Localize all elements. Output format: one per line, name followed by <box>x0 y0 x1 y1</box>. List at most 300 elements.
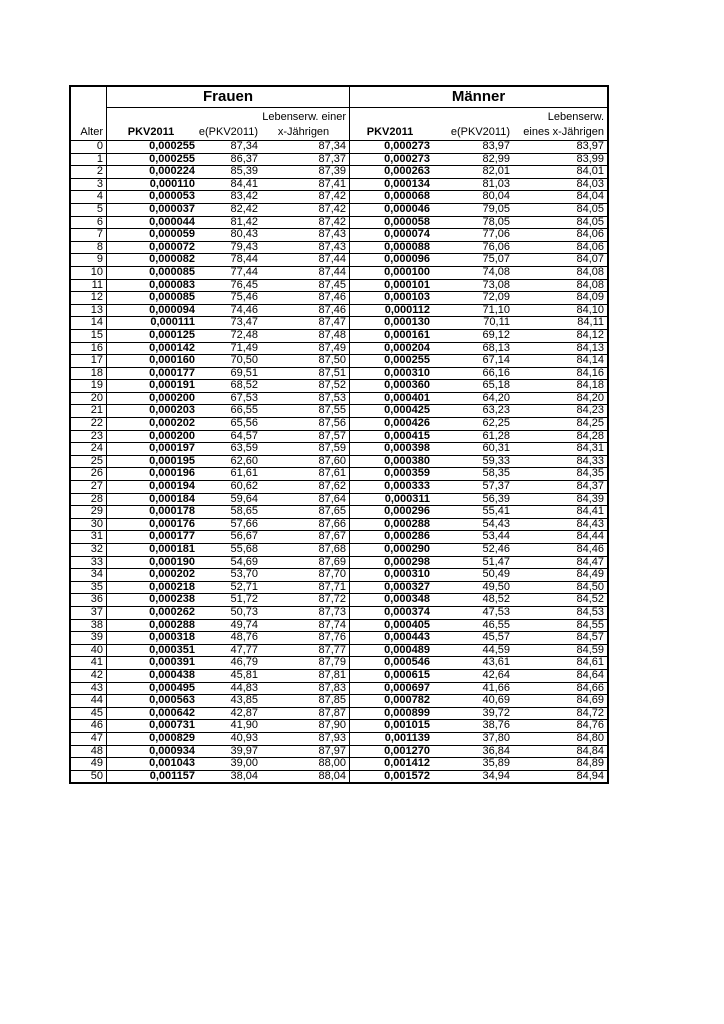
epkv-frauen-cell: 77,44 <box>198 266 261 279</box>
table-row <box>71 317 607 330</box>
alter-cell: 23 <box>71 430 107 443</box>
epkv-maenner-cell: 60,31 <box>433 443 513 456</box>
table-row <box>71 229 607 242</box>
epkv-frauen-cell: 84,41 <box>198 178 261 191</box>
alter-cell: 48 <box>71 745 107 758</box>
pkv-frauen-cell: 0,000083 <box>107 279 199 292</box>
epkv-frauen-cell: 46,79 <box>198 657 261 670</box>
column-header-row-1 <box>71 108 607 126</box>
pkv-maenner-cell: 0,000290 <box>350 544 434 557</box>
table-row <box>71 644 607 657</box>
lebenserw-frauen-cell: 87,97 <box>261 745 350 758</box>
table-row <box>71 745 607 758</box>
pkv-frauen-cell: 0,000238 <box>107 594 199 607</box>
lebenserw-maenner-cell: 84,28 <box>513 430 607 443</box>
table-row <box>71 279 607 292</box>
pkv-frauen-cell: 0,000190 <box>107 556 199 569</box>
epkv-maenner-cell: 83,97 <box>433 141 513 154</box>
pkv-maenner-cell: 0,001015 <box>350 720 434 733</box>
lebenserw-frauen-cell: 88,04 <box>261 770 350 782</box>
pkv-frauen-cell: 0,000037 <box>107 203 199 216</box>
corner-cell <box>71 87 107 108</box>
alter-cell: 14 <box>71 317 107 330</box>
lebenserw-maenner-cell: 84,03 <box>513 178 607 191</box>
alter-cell: 37 <box>71 606 107 619</box>
epkv-maenner-cell: 69,12 <box>433 329 513 342</box>
pkv-maenner-cell: 0,000310 <box>350 367 434 380</box>
pkv-maenner-cell: 0,000398 <box>350 443 434 456</box>
epkv-maenner-cell: 46,55 <box>433 619 513 632</box>
epkv-frauen-cell: 83,42 <box>198 191 261 204</box>
table-row <box>71 241 607 254</box>
alter-cell: 24 <box>71 443 107 456</box>
table-row <box>71 254 607 267</box>
pkv-frauen-cell: 0,000318 <box>107 632 199 645</box>
pkv-frauen-cell: 0,000288 <box>107 619 199 632</box>
epkv-frauen-cell: 80,43 <box>198 229 261 242</box>
alter-cell: 1 <box>71 153 107 166</box>
lebenserw-maenner-cell: 84,47 <box>513 556 607 569</box>
table-row <box>71 720 607 733</box>
epkv-frauen-cell: 50,73 <box>198 606 261 619</box>
pkv-frauen-cell: 0,000563 <box>107 695 199 708</box>
pkv-maenner-cell: 0,000401 <box>350 392 434 405</box>
epkv-maenner-cell: 66,16 <box>433 367 513 380</box>
pkv-maenner-cell: 0,000074 <box>350 229 434 242</box>
epkv-frauen-cell: 76,45 <box>198 279 261 292</box>
pkv-maenner-cell: 0,000058 <box>350 216 434 229</box>
alter-cell: 17 <box>71 355 107 368</box>
pkv-maenner-cell: 0,000273 <box>350 141 434 154</box>
pkv-maenner-cell: 0,001412 <box>350 758 434 771</box>
pkv-maenner-cell: 0,001270 <box>350 745 434 758</box>
epkv-maenner-cell: 57,37 <box>433 481 513 494</box>
epkv-frauen-cell: 66,55 <box>198 405 261 418</box>
header-alter: Alter <box>71 125 107 141</box>
epkv-maenner-cell: 82,01 <box>433 166 513 179</box>
pkv-frauen-cell: 0,000094 <box>107 304 199 317</box>
alter-cell: 50 <box>71 770 107 782</box>
epkv-frauen-cell: 43,85 <box>198 695 261 708</box>
epkv-frauen-cell: 72,48 <box>198 329 261 342</box>
pkv-frauen-cell: 0,000085 <box>107 266 199 279</box>
lebenserw-frauen-cell: 87,42 <box>261 216 350 229</box>
alter-cell: 40 <box>71 644 107 657</box>
table-row <box>71 292 607 305</box>
pkv-frauen-cell: 0,000934 <box>107 745 199 758</box>
pkv-maenner-cell: 0,000348 <box>350 594 434 607</box>
header-pkv-frauen: PKV2011 <box>127 126 175 138</box>
epkv-maenner-cell: 38,76 <box>433 720 513 733</box>
alter-cell: 43 <box>71 682 107 695</box>
epkv-frauen-cell: 60,62 <box>198 481 261 494</box>
lebenserw-maenner-cell: 84,35 <box>513 468 607 481</box>
lebenserw-maenner-cell: 84,18 <box>513 380 607 393</box>
table-row <box>71 581 607 594</box>
epkv-maenner-cell: 63,23 <box>433 405 513 418</box>
epkv-frauen-cell: 41,90 <box>198 720 261 733</box>
epkv-maenner-cell: 74,08 <box>433 266 513 279</box>
lebenserw-maenner-cell: 84,57 <box>513 632 607 645</box>
epkv-maenner-cell: 47,53 <box>433 606 513 619</box>
epkv-frauen-cell: 55,68 <box>198 544 261 557</box>
epkv-frauen-cell: 62,60 <box>198 455 261 468</box>
epkv-maenner-cell: 79,05 <box>433 203 513 216</box>
table-row <box>71 481 607 494</box>
pkv-maenner-cell: 0,000161 <box>350 329 434 342</box>
lebenserw-frauen-cell: 87,41 <box>261 178 350 191</box>
lebenserw-frauen-cell: 88,00 <box>261 758 350 771</box>
lebenserw-maenner-cell: 84,46 <box>513 544 607 557</box>
pkv2011-table <box>71 87 607 782</box>
pkv-frauen-cell: 0,000160 <box>107 355 199 368</box>
epkv-maenner-cell: 64,20 <box>433 392 513 405</box>
lebenserw-frauen-cell: 87,64 <box>261 493 350 506</box>
lebenserw-frauen-cell: 87,43 <box>261 241 350 254</box>
epkv-maenner-cell: 81,03 <box>433 178 513 191</box>
epkv-frauen-cell: 45,81 <box>198 669 261 682</box>
lebenserw-frauen-cell: 87,53 <box>261 392 350 405</box>
lebenserw-maenner-cell: 84,52 <box>513 594 607 607</box>
pkv-frauen-cell: 0,000642 <box>107 707 199 720</box>
table-row <box>71 266 607 279</box>
lebenserw-maenner-cell: 84,39 <box>513 493 607 506</box>
pkv-maenner-cell: 0,000310 <box>350 569 434 582</box>
epkv-frauen-cell: 40,93 <box>198 732 261 745</box>
header-f-lebenserw-line2: x-Jährigen <box>261 125 350 141</box>
alter-cell: 19 <box>71 380 107 393</box>
table-row <box>71 191 607 204</box>
alter-cell: 31 <box>71 531 107 544</box>
table-row <box>71 556 607 569</box>
alter-cell: 9 <box>71 254 107 267</box>
table-row <box>71 657 607 670</box>
epkv-maenner-cell: 39,72 <box>433 707 513 720</box>
epkv-frauen-cell: 52,71 <box>198 581 261 594</box>
pkv-maenner-cell: 0,000311 <box>350 493 434 506</box>
epkv-frauen-cell: 73,47 <box>198 317 261 330</box>
header-epkv-frauen: e(PKV2011) <box>198 126 258 138</box>
epkv-frauen-cell: 87,34 <box>198 141 261 154</box>
lebenserw-frauen-cell: 87,79 <box>261 657 350 670</box>
lebenserw-frauen-cell: 87,39 <box>261 166 350 179</box>
epkv-maenner-cell: 35,89 <box>433 758 513 771</box>
epkv-frauen-cell: 86,37 <box>198 153 261 166</box>
lebenserw-maenner-cell: 84,14 <box>513 355 607 368</box>
pkv-maenner-cell: 0,000360 <box>350 380 434 393</box>
table-row <box>71 141 607 154</box>
header-f-lebenserw-line1: Lebenserw. einer <box>261 108 350 126</box>
pkv-maenner-cell: 0,000546 <box>350 657 434 670</box>
lebenserw-frauen-cell: 87,83 <box>261 682 350 695</box>
alter-cell: 35 <box>71 581 107 594</box>
epkv-maenner-cell: 65,18 <box>433 380 513 393</box>
pkv-frauen-cell: 0,000177 <box>107 531 199 544</box>
epkv-frauen-cell: 47,77 <box>198 644 261 657</box>
table-row <box>71 203 607 216</box>
lebenserw-frauen-cell: 87,76 <box>261 632 350 645</box>
table-row <box>71 329 607 342</box>
epkv-maenner-cell: 50,49 <box>433 569 513 582</box>
table-row <box>71 367 607 380</box>
alter-cell: 7 <box>71 229 107 242</box>
epkv-frauen-cell: 51,72 <box>198 594 261 607</box>
epkv-maenner-cell: 54,43 <box>433 518 513 531</box>
pkv-maenner-cell: 0,000100 <box>350 266 434 279</box>
lebenserw-maenner-cell: 84,37 <box>513 481 607 494</box>
lebenserw-frauen-cell: 87,46 <box>261 304 350 317</box>
pkv-frauen-cell: 0,000391 <box>107 657 199 670</box>
epkv-maenner-cell: 55,41 <box>433 506 513 519</box>
epkv-maenner-cell: 77,06 <box>433 229 513 242</box>
header-epkv-maenner: e(PKV2011) <box>450 126 510 138</box>
epkv-frauen-cell: 57,66 <box>198 518 261 531</box>
epkv-frauen-cell: 59,64 <box>198 493 261 506</box>
pkv-frauen-cell: 0,000053 <box>107 191 199 204</box>
pkv-frauen-cell: 0,000203 <box>107 405 199 418</box>
lebenserw-frauen-cell: 87,55 <box>261 405 350 418</box>
pkv-maenner-cell: 0,000697 <box>350 682 434 695</box>
epkv-maenner-cell: 80,04 <box>433 191 513 204</box>
pkv-maenner-cell: 0,000489 <box>350 644 434 657</box>
table-row <box>71 594 607 607</box>
lebenserw-frauen-cell: 87,42 <box>261 191 350 204</box>
table-row <box>71 669 607 682</box>
alter-cell: 10 <box>71 266 107 279</box>
epkv-maenner-cell: 72,09 <box>433 292 513 305</box>
table-row <box>71 304 607 317</box>
table-row <box>71 166 607 179</box>
lebenserw-frauen-cell: 87,93 <box>261 732 350 745</box>
alter-cell: 2 <box>71 166 107 179</box>
epkv-maenner-cell: 75,07 <box>433 254 513 267</box>
pkv-maenner-cell: 0,000615 <box>350 669 434 682</box>
lebenserw-maenner-cell: 84,33 <box>513 455 607 468</box>
pkv-frauen-cell: 0,000177 <box>107 367 199 380</box>
pkv-maenner-cell: 0,000263 <box>350 166 434 179</box>
epkv-frauen-cell: 44,83 <box>198 682 261 695</box>
lebenserw-frauen-cell: 87,47 <box>261 317 350 330</box>
lebenserw-maenner-cell: 84,16 <box>513 367 607 380</box>
epkv-frauen-cell: 39,97 <box>198 745 261 758</box>
epkv-maenner-cell: 67,14 <box>433 355 513 368</box>
lebenserw-maenner-cell: 84,07 <box>513 254 607 267</box>
table-row <box>71 695 607 708</box>
lebenserw-frauen-cell: 87,44 <box>261 266 350 279</box>
lebenserw-frauen-cell: 87,66 <box>261 518 350 531</box>
alter-cell: 12 <box>71 292 107 305</box>
table-row <box>71 569 607 582</box>
pkv-frauen-cell: 0,000202 <box>107 418 199 431</box>
pkv-frauen-cell: 0,000202 <box>107 569 199 582</box>
epkv-maenner-cell: 51,47 <box>433 556 513 569</box>
lebenserw-frauen-cell: 87,70 <box>261 569 350 582</box>
lebenserw-frauen-cell: 87,57 <box>261 430 350 443</box>
epkv-frauen-cell: 42,87 <box>198 707 261 720</box>
alter-cell: 32 <box>71 544 107 557</box>
pkv-frauen-cell: 0,000125 <box>107 329 199 342</box>
alter-cell: 15 <box>71 329 107 342</box>
epkv-frauen-cell: 61,61 <box>198 468 261 481</box>
lebenserw-maenner-cell: 84,84 <box>513 745 607 758</box>
pkv-maenner-cell: 0,000134 <box>350 178 434 191</box>
lebenserw-maenner-cell: 84,44 <box>513 531 607 544</box>
alter-cell: 34 <box>71 569 107 582</box>
epkv-frauen-cell: 85,39 <box>198 166 261 179</box>
table-row <box>71 455 607 468</box>
lebenserw-frauen-cell: 87,37 <box>261 153 350 166</box>
table-row <box>71 430 607 443</box>
epkv-frauen-cell: 69,51 <box>198 367 261 380</box>
epkv-frauen-cell: 53,70 <box>198 569 261 582</box>
lebenserw-maenner-cell: 84,04 <box>513 191 607 204</box>
pkv-maenner-cell: 0,000359 <box>350 468 434 481</box>
epkv-frauen-cell: 38,04 <box>198 770 261 782</box>
lebenserw-maenner-cell: 84,80 <box>513 732 607 745</box>
table-row <box>71 682 607 695</box>
lebenserw-maenner-cell: 84,05 <box>513 216 607 229</box>
lebenserw-frauen-cell: 87,90 <box>261 720 350 733</box>
pkv-frauen-cell: 0,001043 <box>107 758 199 771</box>
lebenserw-frauen-cell: 87,51 <box>261 367 350 380</box>
column-header-row-2 <box>71 125 607 141</box>
lebenserw-maenner-cell: 84,66 <box>513 682 607 695</box>
table-row <box>71 342 607 355</box>
pkv-frauen-cell: 0,000111 <box>107 317 199 330</box>
lebenserw-frauen-cell: 87,77 <box>261 644 350 657</box>
pkv-frauen-cell: 0,000191 <box>107 380 199 393</box>
pkv-maenner-cell: 0,000425 <box>350 405 434 418</box>
table-row <box>71 619 607 632</box>
lebenserw-maenner-cell: 83,99 <box>513 153 607 166</box>
lebenserw-frauen-cell: 87,34 <box>261 141 350 154</box>
alter-cell: 5 <box>71 203 107 216</box>
pkv-maenner-cell: 0,000101 <box>350 279 434 292</box>
group-header-maenner: Männer <box>350 87 608 108</box>
alter-cell: 27 <box>71 481 107 494</box>
mortality-table <box>69 85 609 784</box>
pkv-frauen-cell: 0,000197 <box>107 443 199 456</box>
pkv-frauen-cell: 0,000495 <box>107 682 199 695</box>
lebenserw-maenner-cell: 84,06 <box>513 229 607 242</box>
epkv-frauen-cell: 49,74 <box>198 619 261 632</box>
epkv-frauen-cell: 70,50 <box>198 355 261 368</box>
epkv-frauen-cell: 71,49 <box>198 342 261 355</box>
lebenserw-maenner-cell: 84,06 <box>513 241 607 254</box>
lebenserw-frauen-cell: 87,43 <box>261 229 350 242</box>
lebenserw-maenner-cell: 84,11 <box>513 317 607 330</box>
table-body <box>71 141 607 783</box>
pkv-maenner-cell: 0,000088 <box>350 241 434 254</box>
epkv-frauen-cell: 39,00 <box>198 758 261 771</box>
epkv-frauen-cell: 74,46 <box>198 304 261 317</box>
alter-cell: 0 <box>71 141 107 154</box>
pkv-maenner-cell: 0,000103 <box>350 292 434 305</box>
pkv-maenner-cell: 0,000288 <box>350 518 434 531</box>
alter-cell: 16 <box>71 342 107 355</box>
alter-cell: 49 <box>71 758 107 771</box>
pkv-maenner-cell: 0,001572 <box>350 770 434 782</box>
table-row <box>71 544 607 557</box>
lebenserw-maenner-cell: 84,94 <box>513 770 607 782</box>
pkv-maenner-cell: 0,000068 <box>350 191 434 204</box>
pkv-frauen-cell: 0,000082 <box>107 254 199 267</box>
epkv-maenner-cell: 56,39 <box>433 493 513 506</box>
epkv-frauen-cell: 58,65 <box>198 506 261 519</box>
epkv-frauen-cell: 63,59 <box>198 443 261 456</box>
alter-cell: 6 <box>71 216 107 229</box>
epkv-frauen-cell: 54,69 <box>198 556 261 569</box>
pkv-maenner-cell: 0,000286 <box>350 531 434 544</box>
table-row <box>71 216 607 229</box>
epkv-maenner-cell: 42,64 <box>433 669 513 682</box>
lebenserw-frauen-cell: 87,60 <box>261 455 350 468</box>
pkv-frauen-cell: 0,000200 <box>107 392 199 405</box>
pkv-maenner-cell: 0,000273 <box>350 153 434 166</box>
table-row <box>71 418 607 431</box>
pkv-frauen-cell: 0,000044 <box>107 216 199 229</box>
pkv-frauen-cell: 0,000178 <box>107 506 199 519</box>
table-row <box>71 380 607 393</box>
epkv-maenner-cell: 73,08 <box>433 279 513 292</box>
alter-cell: 47 <box>71 732 107 745</box>
pkv-maenner-cell: 0,000443 <box>350 632 434 645</box>
table-row <box>71 770 607 782</box>
epkv-maenner-cell: 34,94 <box>433 770 513 782</box>
lebenserw-frauen-cell: 87,52 <box>261 380 350 393</box>
epkv-frauen-cell: 56,67 <box>198 531 261 544</box>
header-m-lebenserw-line1: Lebenserw. <box>547 111 604 123</box>
alter-cell: 3 <box>71 178 107 191</box>
lebenserw-frauen-cell: 87,72 <box>261 594 350 607</box>
pkv-maenner-cell: 0,000130 <box>350 317 434 330</box>
lebenserw-frauen-cell: 87,68 <box>261 544 350 557</box>
epkv-maenner-cell: 82,99 <box>433 153 513 166</box>
epkv-maenner-cell: 76,06 <box>433 241 513 254</box>
pkv-maenner-cell: 0,000405 <box>350 619 434 632</box>
lebenserw-maenner-cell: 84,23 <box>513 405 607 418</box>
alter-cell: 44 <box>71 695 107 708</box>
alter-cell: 42 <box>71 669 107 682</box>
epkv-maenner-cell: 45,57 <box>433 632 513 645</box>
lebenserw-maenner-cell: 84,43 <box>513 518 607 531</box>
lebenserw-maenner-cell: 84,89 <box>513 758 607 771</box>
lebenserw-frauen-cell: 87,81 <box>261 669 350 682</box>
pkv-maenner-cell: 0,000255 <box>350 355 434 368</box>
lebenserw-maenner-cell: 84,09 <box>513 292 607 305</box>
pkv-frauen-cell: 0,000262 <box>107 606 199 619</box>
alter-cell: 18 <box>71 367 107 380</box>
pkv-maenner-cell: 0,000899 <box>350 707 434 720</box>
epkv-maenner-cell: 41,66 <box>433 682 513 695</box>
pkv-frauen-cell: 0,000072 <box>107 241 199 254</box>
lebenserw-frauen-cell: 87,50 <box>261 355 350 368</box>
table-row <box>71 405 607 418</box>
lebenserw-maenner-cell: 84,50 <box>513 581 607 594</box>
pkv-frauen-cell: 0,000176 <box>107 518 199 531</box>
table-row <box>71 758 607 771</box>
lebenserw-frauen-cell: 87,71 <box>261 581 350 594</box>
pkv-maenner-cell: 0,000333 <box>350 481 434 494</box>
table-row <box>71 153 607 166</box>
epkv-maenner-cell: 43,61 <box>433 657 513 670</box>
epkv-maenner-cell: 59,33 <box>433 455 513 468</box>
lebenserw-frauen-cell: 87,74 <box>261 619 350 632</box>
alter-cell: 45 <box>71 707 107 720</box>
alter-cell: 30 <box>71 518 107 531</box>
lebenserw-maenner-cell: 84,20 <box>513 392 607 405</box>
pkv-maenner-cell: 0,000426 <box>350 418 434 431</box>
